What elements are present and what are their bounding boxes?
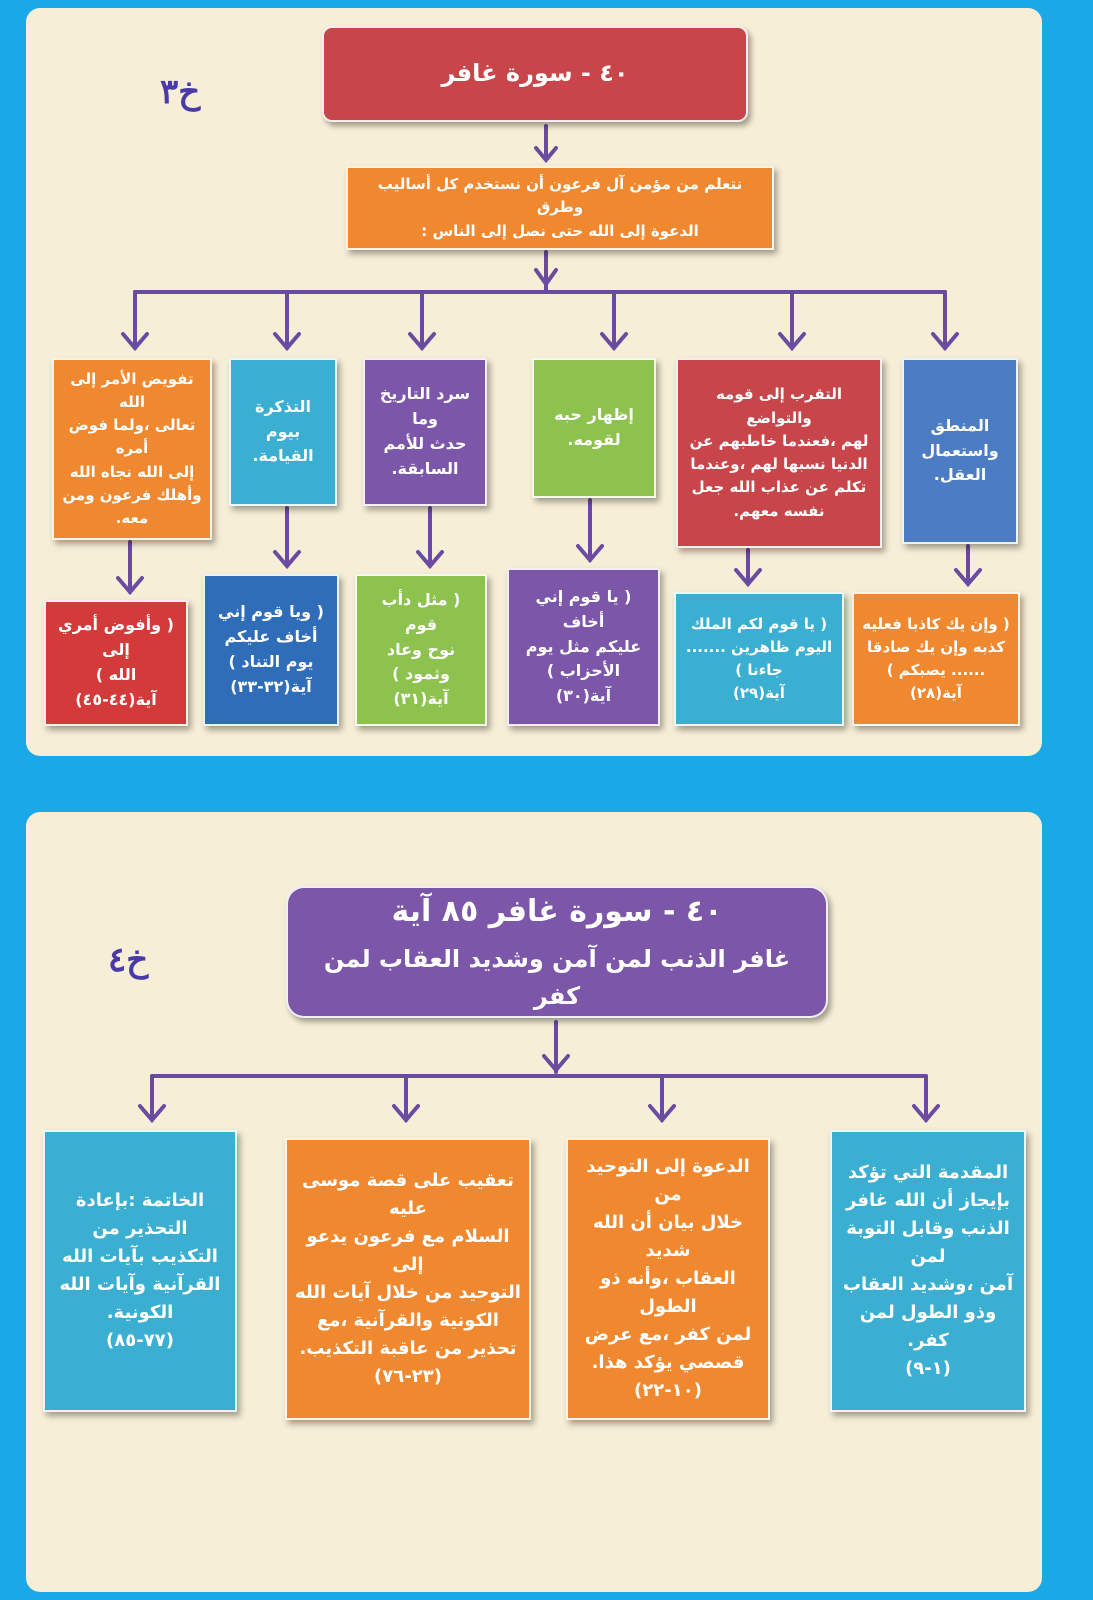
bottom-title: ٤٠ - سورة غافر ٨٥ آية <box>391 893 723 929</box>
section-tawheed: الدعوة إلى التوحيد من خلال بيان أن الله شديد العقاب ،وأنه ذو الطول لمن كفر ،مع عرض قصصي يؤكد هذا. (١٠-٢٢) <box>566 1138 770 1420</box>
method-delegation: تفويض الأمر إلى الله تعالى ،ولما فوض أمره إلى الله نجاه الله وأهلك فرعون ومن معه. <box>52 358 212 540</box>
page-marker-bottom: خ٤ <box>108 940 149 980</box>
method-reminder: التذكرة بيوم القيامة. <box>229 358 337 506</box>
verse-44-45: ( وأفوض أمري إلى الله ) آية(٤٤-٤٥) <box>44 600 188 726</box>
verse-29: ( يا قوم لكم الملك اليوم ظاهرين ....... جاءنا ) آية(٢٩) <box>674 592 844 726</box>
top-intro: نتعلم من مؤمن آل فرعون أن نستخدم كل أساليب وطرق الدعوة إلى الله حتى نصل إلى الناس : <box>346 166 774 250</box>
method-closeness: التقرب إلى قومه والتواضع لهم ،فعندما خاطبهم عن الدنيا نسبها لهم ،وعندما تكلم عن عذاب الله جعل نفسه معهم. <box>676 358 882 548</box>
top-title: ٤٠ - سورة غافر <box>322 26 748 122</box>
bottom-title-box <box>286 886 828 1018</box>
verse-32-33: ( ويا قوم إني أخاف عليكم يوم التناد ) آية(٣٢-٣٣) <box>203 574 339 726</box>
page-marker-top: خ٣ <box>160 72 201 112</box>
section-conclusion: الخاتمة :بإعادة التحذير من التكذيب بآيات الله القرآنية وآيات الله الكونية. (٧٧-٨٥) <box>43 1130 237 1412</box>
bottom-subtitle: غافر الذنب لمن آمن وشديد العقاب لمن كفر <box>323 945 791 1011</box>
method-history: سرد التاريخ وما حدث للأمم السابقة. <box>363 358 487 506</box>
verse-28: ( وإن يك كاذبا فعليه كذبه وإن يك صادقا ...... يصبكم ) آية(٢٨) <box>852 592 1020 726</box>
method-logic: المنطق واستعمال العقل. <box>902 358 1018 544</box>
verse-31: ( مثل دأب قوم نوح وعاد وثمود ) آية(٣١) <box>355 574 487 726</box>
method-love: إظهار حبه لقومه. <box>532 358 656 498</box>
section-musa: تعقيب على قصة موسى عليه السلام مع فرعون يدعو إلى التوحيد من خلال آيات الله الكونية والقرآنية ،مع تحذير من عاقبة التكذيب. (٢٣-٧٦) <box>285 1138 531 1420</box>
section-intro: المقدمة التي تؤكد بإيجاز أن الله غافر الذنب وقابل التوبة لمن آمن ،وشديد العقاب وذو الطول لمن كفر. (١-٩) <box>830 1130 1026 1412</box>
verse-30: ( يا قوم إني أخاف عليكم مثل يوم الأحزاب ) آية(٣٠) <box>507 568 660 726</box>
